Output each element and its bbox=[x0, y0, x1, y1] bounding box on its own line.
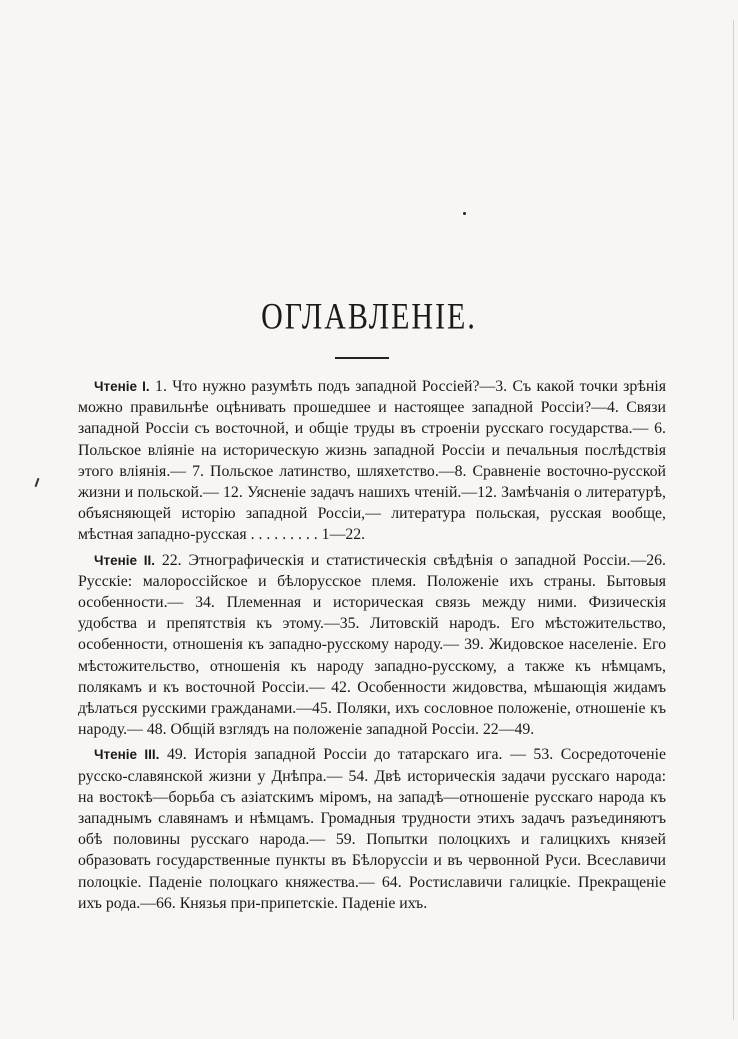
chapter-text: 49. Исторія западной Россіи до татарскаго ига. — 53. Сосредоточеніе русско-славянской жизни у Днѣпра.— 54. Двѣ историческія задачи русскаго народа: на востокѣ—борьба съ азіатскимъ міромъ, на западѣ—отношеніе русскаго народа къ западнымъ славянамъ и нѣмцамъ. Громадныя трудности этихъ задачъ разъединяютъ обѣ половины русскаго народа.— 59. Попытки полоцкихъ и галицкихъ князей образовать государственные пункты въ Бѣлоруссіи и въ червонной Руси. Всеславичи полоцкіе. Паденіе полоцкаго княжества.— 64. Ростиславичи галицкіе. Прекращеніе ихъ рода.—66. Князья при-припетскіе. Паденіе ихъ. bbox=[78, 746, 666, 912]
table-of-contents bbox=[78, 376, 666, 918]
toc-section-3 bbox=[78, 744, 666, 914]
margin-speck bbox=[463, 212, 466, 215]
chapter-label: Чтеніе III. bbox=[94, 747, 160, 763]
margin-mark bbox=[35, 478, 40, 487]
chapter-text: 1. Что нужно разумѣть подъ западной Россіей?—3. Съ какой точки зрѣнія можно правильнѣе оцѣнивать прошедшее и настоящее западной Россіи?—4. Связи западной Россіи съ восточной, и общіе труды въ строеніи русскаго государства.— 6. Польское вліяніе на историческую жизнь западной Россіи и печальныя послѣдствія этого вліянія.— 7. Польское латинство, шляхетство.—8. Сравненіе восточно-русской жизни и польской.— 12. Уясненіе задачъ нашихъ чтеній.—12. Замѣчанія о литературѣ, объясняющей исторію западной Россіи,— литература польская, русская вообще, мѣстная западно-русская . . . . . . . . . 1—22. bbox=[78, 378, 667, 544]
chapter-label: Чтеніе I. bbox=[94, 379, 150, 394]
page-edge-line bbox=[733, 20, 734, 1020]
toc-section-1 bbox=[78, 376, 666, 546]
chapter-label: Чтеніе II. bbox=[94, 552, 155, 568]
page-title: ОГЛАВЛЕНІЕ. bbox=[261, 295, 477, 337]
toc-section-2 bbox=[78, 550, 666, 741]
chapter-text: 22. Этнографическія и статистическія свѣдѣнія о западной Россіи.—26. Русскіе: малороссійское и бѣлорусское племя. Положеніе ихъ страны. Бытовыя особенности.— 34. Племенная и историческая связь между ними. Физическія удобства и препятствія къ этому.—35. Литовскій народъ. Его мѣстожительство, особенности, отношенія къ западно-русскому народу.— 39. Жидовское населеніе. Его мѣстожительство, отношенія къ народу западно-русскому, а также къ нѣмцамъ, полякамъ и къ восточной Россіи.— 42. Особенности жидовства, мѣшающія жидамъ дѣлаться русскими гражданами.—45. Поляки, ихъ сословное положеніе, отношеніе къ народу.— 48. Общій взглядъ на положеніе западной Россіи. 22—49. bbox=[78, 551, 666, 739]
title-rule bbox=[335, 357, 389, 359]
